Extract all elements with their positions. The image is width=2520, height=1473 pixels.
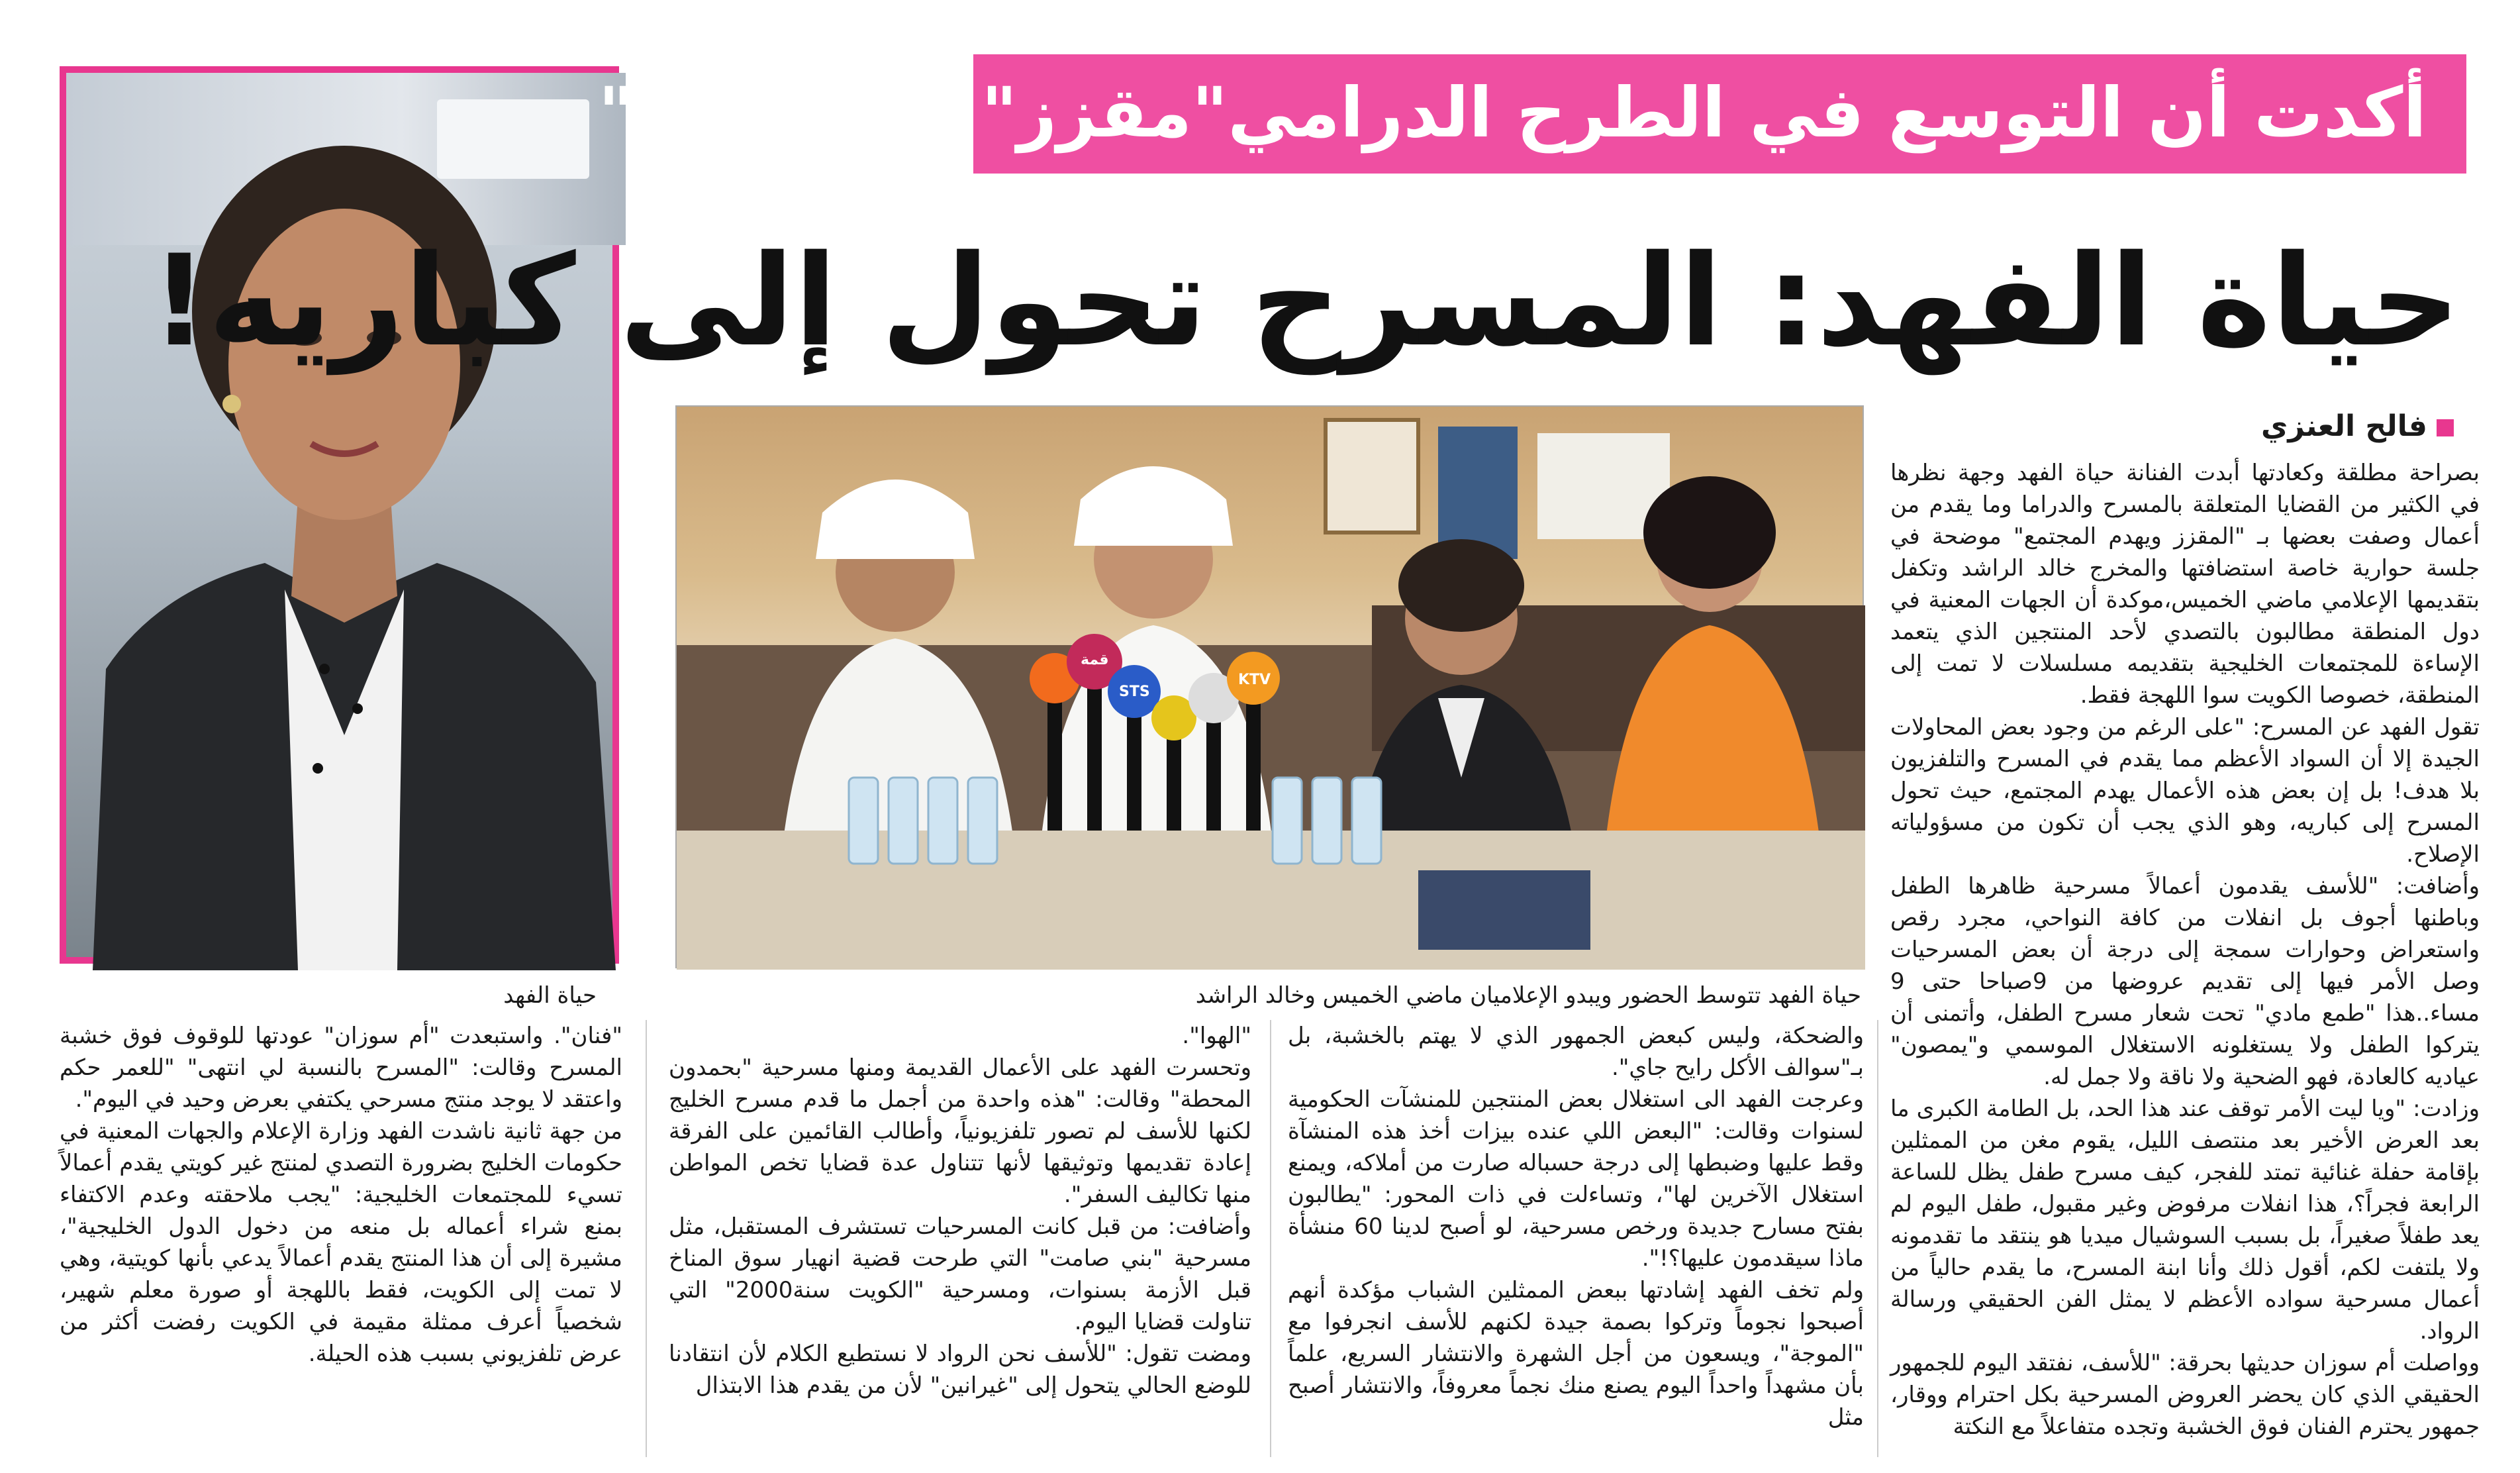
article-column-bottom-2 [669,1020,1251,1457]
group-photo-caption: حياة الفهد تتوسط الحضور ويبدو الإعلاميان ماضي الخميس وخالد الراشد [1195,982,1861,1009]
column-divider [1877,1020,1878,1457]
mic-label-3: KTV [1238,672,1271,688]
paragraph: والضحكة، وليس كبعض الجمهور الذي لا يهتم بالخشبة، بل بـ"سوالف الأكل رايح جاي". [1288,1023,1864,1081]
paragraph: ومضت تقول: "للأسف نحن الرواد لا نستطيع الكلام لأن انتقادنا للوضع الحالي يتحول إلى "غيرانين" لأن من يقدم هذا الابتذال [669,1341,1251,1399]
byline [2261,409,2454,443]
portrait-photo [60,66,619,964]
group-photo [675,405,1864,968]
mic-label-1: قمة [1081,652,1109,668]
subtitle-banner [598,54,2466,174]
paragraph: بصراحة مطلقة وكعادتها أبدت الفنانة حياة الفهد وجهة نظرها في الكثير من القضايا المتعلقة بالمسرح والدراما وما يقدم من أعمال وصفت بعضها بـ "المقزز ويهدم المجتمع" موضحة في جلسة حوارية خاصة استضافتها والمخرج خالد الراشد وتكفل بتقديمها الإعلامي ماضي الخميس،موكدة أن الجهات المعنية في دول المنطقة مطالبون بالتصدي لأحد المنتجين الذي يتعمد الإساءة للمجتمعات الخليجية بتقديمه مسلسلات لا تمت إلى المنطقة، خصوصا الكويت سوا اللهجة فقط. [1890,460,2480,709]
mic-label-2: STS [1119,684,1150,700]
paragraph: وأضافت: من قبل كانت المسرحيات تستشرف المستقبل، مثل مسرحية "بني صامت" التي طرحت قضية انهيار سوق المناخ قبل الأزمة بسنوات، ومسرحية "الكويت سنة2000" التي تناولت قضايا اليوم. [669,1213,1251,1335]
article-column-bottom-3 [60,1020,622,1457]
byline-author: فالح العنزي [2261,409,2427,443]
paragraph: من جهة ثانية ناشدت الفهد وزارة الإعلام والجهات المعنية في حكومات الخليج بضرورة التصدي لمنتج غير كويتي يقدم أعمالاً تسيء للمجتمعات الخليجية: "يجب ملاحقته وعدم الاكتفاء بمنع شراء أعماله بل منعه من دخول الدول الخليجية"، مشيرة إلى أن هذا المنتج يقدم أعمالاً يدعي بأنها كويتية، وهي لا تمت إلى الكويت، فقط باللهجة أو صورة معلم شهير، شخصياً أعرف ممثلة مقيمة في الكويت رفضت أكثر من عرض تلفزيوني بسبب هذه الحيلة. [60,1118,622,1367]
paragraph: تقول الفهد عن المسرح: "على الرغم من وجود بعض المحاولات الجيدة إلا أن السواد الأعظم مما يقدم في المسرح والتلفزيون بلا هدف! بل إن بعض هذه الأعمال يهدم المجتمع، حيث تحول المسرح إلى كباريه، وهو الذي يجب أن تكون من مسؤولياته الإصلاح. [1890,714,2480,868]
paragraph: وتحسرت الفهد على الأعمال القديمة ومنها مسرحية "بحمدون المحطة" وقالت: "هذه واحدة من أجمل ما قدم مسرح الخليج لكنها للأسف لم تصور تلفزيونياً، وأطالب القائمين على الفرقة إعادة تقديمها وتوثيقها لأنها تتناول عدة قضايا تخص المواطن منها تكاليف السفر". [669,1054,1251,1208]
paragraph: وزادت: "ويا ليت الأمر توقف عند هذا الحد، بل الطامة الكبرى ما بعد العرض الأخير بعد منتصف الليل، يقوم مغن من الممثلين بإقامة حفلة غنائية تمتد للفجر، كيف مسرح طفل يظل للساعة الرابعة فجراً؟، هذا انفلات مرفوض وغير مقبول، طفل اليوم لم يعد طفلاً صغيراً، بل بسبب السوشيال ميديا هو ينتقد ما تقدمونه ولا يلتفت لكم، أقول ذلك وأنا ابنة المسرح، ما يقدم حالياً من أعمال مسرحية سواده الأعظم لا يمثل الفن الحقيقي ورسالة الرواد. [1890,1095,2480,1345]
byline-square-icon [2437,419,2454,436]
paragraph: وأضافت: "للأسف يقدمون أعمالاً مسرحية ظاهرها الطفل وباطنها أجوف بل انفلات من كافة النواحي، مجرد رقص واستعراض وحوارات سمجة إلى درجة أن بعض المسرحيات وصل الأمر فيها إلى تقديم عروضها من 9صباحا حتى 9 مساء..هذا "طمع مادي" تحت شعار مسرح الطفل، وأتمنى أن يتركوا الطفل ولا يستغلونه الاستغلال الموسمي و"يمصون" عياديه كالعادة، فهو الضحية ولا ناقة ولا جمل له. [1890,873,2480,1090]
portrait-caption: حياة الفهد [503,982,597,1009]
article-column-bottom-1 [1288,1020,1864,1457]
article-column-right [1890,457,2480,1440]
group-photo-illustration [677,407,1865,970]
column-divider [1270,1020,1271,1457]
paragraph: وواصلت أم سوزان حديثها بحرقة: "للأسف، نفتقد اليوم للجمهور الحقيقي الذي كان يحضر العروض المسرحية بكل احترام ووقار، جمهور يحترم الفنان فوق الخشبة وتجده متفاعلاً مع النكتة [1890,1350,2480,1440]
headline: حياة الفهد: المسرح تحول إلى كباريه! [150,228,2460,374]
paragraph: "الهوا". [1182,1023,1251,1049]
portrait-figure-illustration [66,73,626,970]
column-divider [646,1020,647,1457]
paragraph: ولم تخف الفهد إشادتها ببعض الممثلين الشباب مؤكدة أنهم أصبحوا نجوماً وتركوا بصمة جيدة لكنهم للأسف انجرفوا مع "الموجة"، ويسعون من أجل الشهرة والانتشار السريع، علماً بأن مشهداً واحداً اليوم يصنع منك نجماً معروفاً، والانتشار أصبح مثل [1288,1277,1864,1431]
subtitle-banner-text: أكدت أن التوسع في الطرح الدرامي"مقزز" و "انفلات" [598,72,2427,153]
paragraph: "فنان". واستبعدت "أم سوزان" عودتها للوقوف فوق خشبة المسرح وقالت: "المسرح بالنسبة لي انتهى" "للعمر حكم واعتقد لا يوجد منتج مسرحي يكتفي بعرض وحيد في اليوم". [60,1023,622,1113]
paragraph: وعرجت الفهد الى استغلال بعض المنتجين للمنشآت الحكومية لسنوات وقالت: "البعض اللي عنده بيزات أخذ هذه المنشآة وقط عليها وضبطها إلى درجة حسباله صارت من أملاكه، ويمنع استغلال الآخرين لها"، وتساءلت في ذات المحور: "يطالبون بفتح مسارح جديدة ورخص مسرحية، لو أصبح لدينا 60 منشأة ماذا سيقدمون عليها؟!". [1288,1086,1864,1272]
